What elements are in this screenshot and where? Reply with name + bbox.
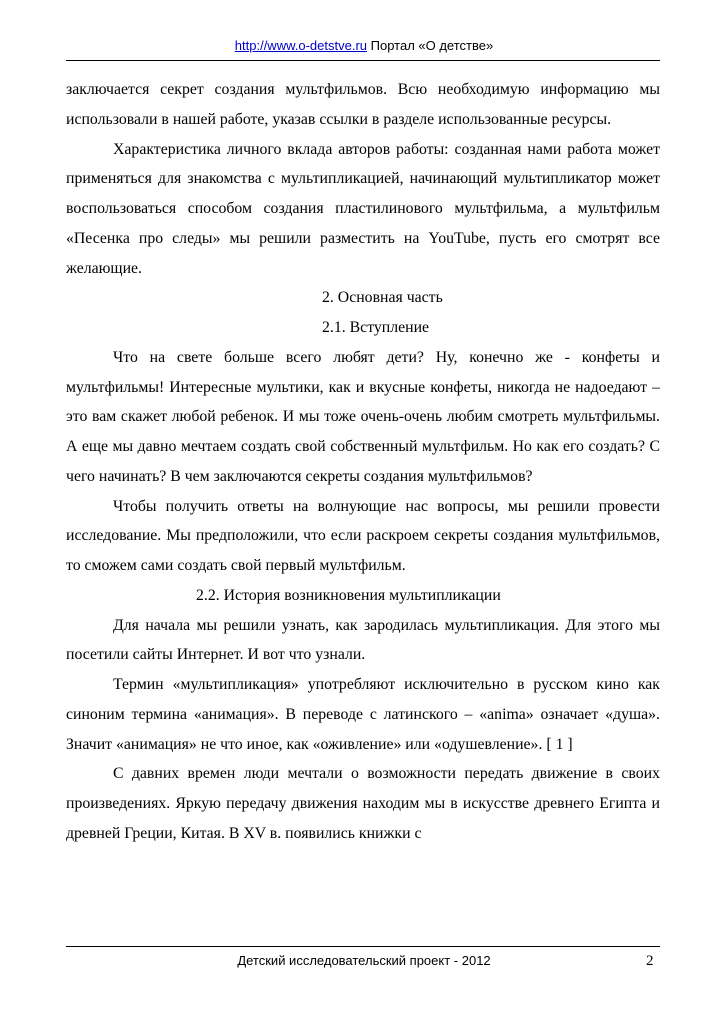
paragraph-research: Чтобы получить ответы на волнующие нас вопросы, мы решили провести исследование. Мы предположили, что если раскроем секреты создания мультфильмов, то сможем сами создать свой первый мультфильм.: [66, 497, 660, 574]
paragraph-history-start: Для начала мы решили узнать, как зародилась мультипликация. Для этого мы посетили сайты Интернет. И вот что узнали.: [66, 616, 660, 664]
page-header: [0, 38, 728, 53]
footer-divider: [66, 946, 660, 947]
paragraph-author-contribution: Характеристика личного вклада авторов работы: созданная нами работа может применяться для знакомства с мультипликацией, начинающий мультипликатор может воспользоваться способом создания пластилинового мультфильма, а мультфильм «Песенка про следы» мы решили разместить на YouTube, пусть его смотрят все желающие.: [66, 140, 660, 277]
page-body: [66, 75, 660, 849]
site-title: Портал «О детстве»: [370, 38, 494, 53]
page-number: 2: [646, 953, 654, 969]
site-link[interactable]: http://www.o-detstve.ru: [234, 38, 368, 53]
subsection-heading-history: 2.2. История возникновения мультипликации: [196, 586, 501, 604]
paragraph-intro: Что на свете больше всего любят дети? Ну, конечно же - конфеты и мультфильмы! Интересные мультики, как и вкусные конфеты, никогда не надоедают – это вам скажет любой ребенок. И мы тоже очень-очень любим смотреть мультфильмы. А еще мы давно мечтаем создать свой собственный мультфильм. Но как его создать? С чего начинать? В чем заключаются секреты создания мультфильмов?: [66, 348, 660, 485]
page-footer: Детский исследовательский проект - 2012: [237, 953, 491, 968]
subsection-heading-intro: 2.1. Вступление: [322, 319, 430, 336]
paragraph-continuation: заключается секрет создания мультфильмов. Всю необходимую информацию мы использовали в нашей работе, указав ссылки в разделе использованные ресурсы.: [66, 81, 660, 128]
header-divider: [66, 60, 660, 61]
paragraph-term: Термин «мультипликация» употребляют исключительно в русском кино как синоним термина «анимация». В переводе с латинского – «anima» означает «душа». Значит «анимация» не что иное, как «оживление» или «одушевление». [ 1 ]: [66, 676, 660, 753]
paragraph-ancient-times: С давних времен люди мечтали о возможности передать движение в своих произведениях. Яркую передачу движения находим мы в искусстве древнего Египта и древней Греции, Китая. В XV в. появились книжки с: [66, 765, 660, 842]
section-heading: 2. Основная часть: [322, 289, 443, 307]
